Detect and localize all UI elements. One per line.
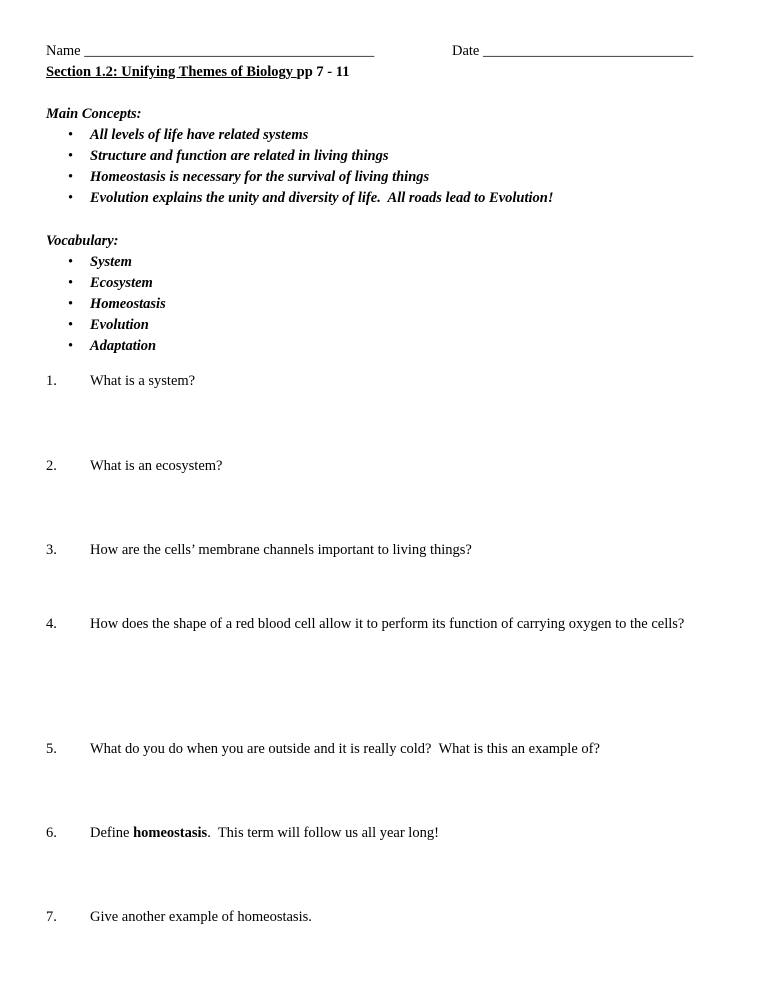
question-number: 5. (46, 741, 57, 757)
question-number: 2. (46, 458, 57, 474)
question-7 (46, 908, 312, 980)
vocab-item-text: Ecosystem (90, 275, 153, 291)
name-field-label: Name ________________________________________ (46, 43, 375, 59)
question-text (90, 824, 439, 842)
concept-item-text: Structure and function are related in living things (90, 148, 389, 164)
question-6 (46, 824, 439, 896)
question-number: 3. (46, 542, 57, 558)
vocab-item (68, 253, 166, 274)
bullet-icon: • (68, 169, 74, 185)
question-text: What is an ecosystem? (90, 458, 223, 474)
concept-item (68, 168, 554, 189)
bullet-icon: • (68, 148, 74, 164)
vocab-item (68, 274, 166, 295)
question-1 (46, 372, 196, 444)
question-text: How are the cells’ membrane channels important to living things? (90, 542, 472, 558)
question-4 (46, 615, 685, 687)
section-title: Section 1.2: Unifying Themes of Biology (46, 64, 297, 80)
section-pages: pp 7 - 11 (296, 64, 350, 80)
concept-item (68, 126, 554, 147)
main-concepts-list (68, 126, 554, 210)
bullet-icon: • (68, 338, 74, 354)
question-text: How does the shape of a red blood cell allow it to perform its function of carrying oxygen to the cells? (90, 616, 685, 632)
question-number: 7. (46, 909, 57, 925)
question-number: 1. (46, 373, 57, 389)
bullet-icon: • (68, 254, 74, 270)
bullet-icon: • (68, 296, 74, 312)
bullet-icon: • (68, 127, 74, 143)
question-text: What is a system? (90, 373, 196, 389)
vocab-item-text: System (90, 254, 132, 270)
bullet-icon: • (68, 190, 74, 206)
vocab-item-text: Homeostasis (90, 296, 166, 312)
vocab-item-text: Evolution (90, 317, 149, 333)
concept-item-text: Homeostasis is necessary for the survival of living things (90, 169, 430, 185)
question-number: 4. (46, 616, 57, 632)
question-3 (46, 541, 472, 613)
concept-item-text: All levels of life have related systems (90, 127, 309, 143)
concept-item-text: Evolution explains the unity and diversity of life. All roads lead to Evolution! (90, 190, 554, 206)
vocabulary-heading: Vocabulary: (46, 233, 119, 249)
question-text: What do you do when you are outside and it is really cold? What is this an example of? (90, 741, 600, 757)
vocabulary-list (68, 253, 166, 358)
bullet-icon: • (68, 275, 74, 291)
vocab-item (68, 316, 166, 337)
question-number: 6. (46, 825, 57, 841)
vocab-item (68, 295, 166, 316)
vocab-item-text: Adaptation (90, 338, 157, 354)
date-field-label: Date _____________________________ (452, 43, 694, 59)
question-2 (46, 457, 223, 529)
main-concepts-heading: Main Concepts: (46, 106, 142, 122)
concept-item (68, 189, 554, 210)
question-text: Give another example of homeostasis. (90, 909, 312, 925)
question-text-pre: Define (90, 825, 134, 841)
question-text-post: . This term will follow us all year long! (207, 825, 439, 841)
concept-item (68, 147, 554, 168)
bullet-icon: • (68, 317, 74, 333)
vocab-item (68, 337, 166, 358)
homeostasis-term: homeostasis (133, 825, 208, 841)
section-heading (46, 63, 349, 81)
question-5 (46, 740, 600, 812)
